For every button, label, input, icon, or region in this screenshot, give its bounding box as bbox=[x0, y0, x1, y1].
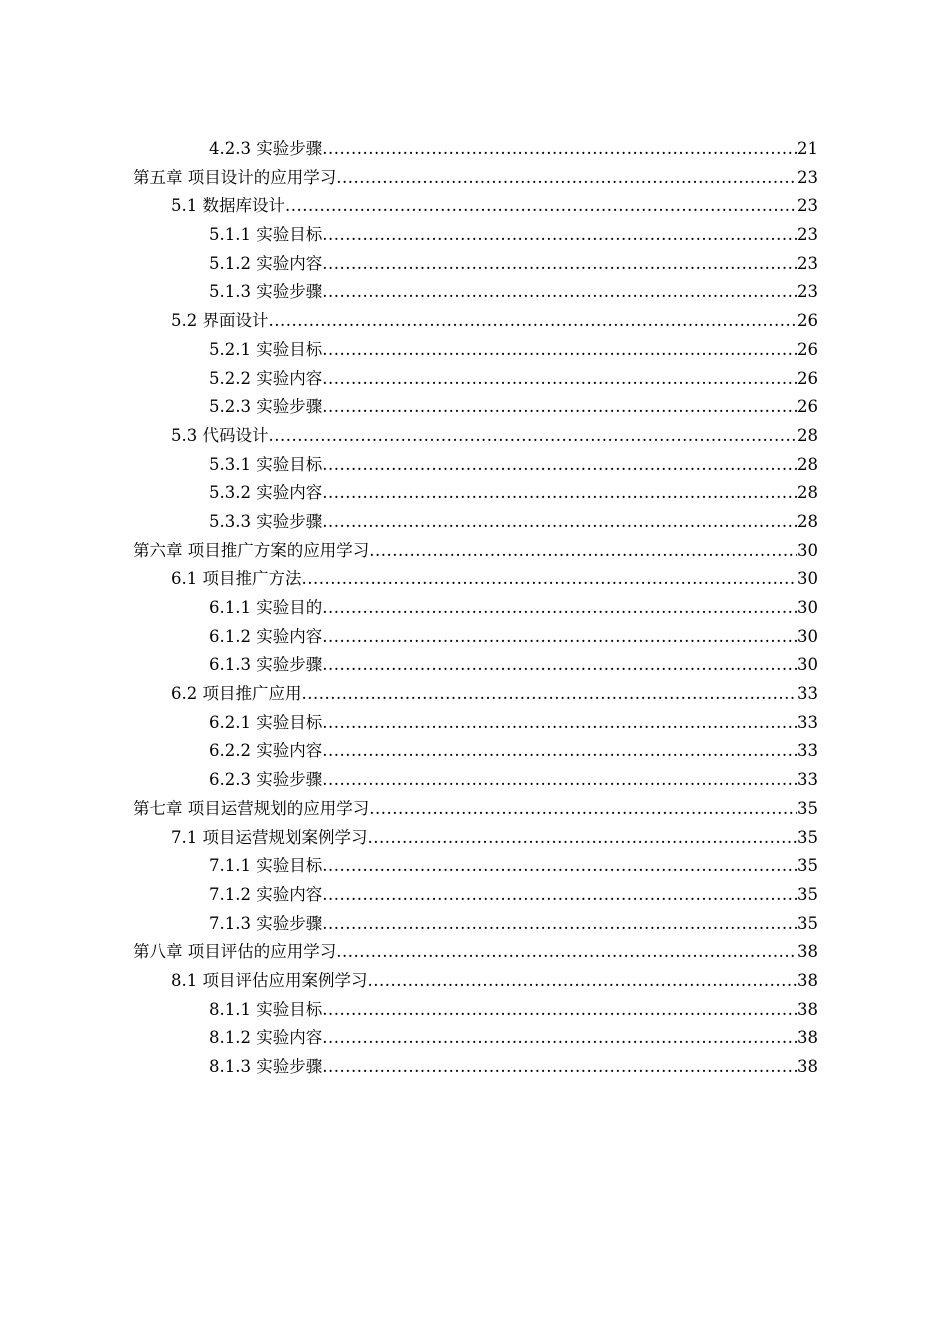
toc-entry-title: 5.1.1 实验目标 bbox=[209, 225, 323, 245]
toc-entry[interactable] bbox=[0, 881, 950, 910]
toc-entry[interactable] bbox=[0, 365, 950, 394]
toc-entry[interactable] bbox=[0, 709, 950, 738]
toc-entry-title: 6.2.3 实验步骤 bbox=[209, 770, 323, 790]
toc-entry-title: 5.2 界面设计 bbox=[171, 311, 269, 331]
dot-leader bbox=[322, 996, 797, 1025]
toc-entry-page-number: 33 bbox=[797, 741, 818, 761]
dot-leader bbox=[368, 824, 798, 853]
toc-entry[interactable] bbox=[0, 565, 950, 594]
dot-leader bbox=[369, 795, 797, 824]
dot-leader bbox=[322, 508, 797, 537]
toc-entry-title: 7.1.2 实验内容 bbox=[209, 884, 323, 904]
toc-entry-page-number: 38 bbox=[797, 970, 818, 990]
toc-entry-page-number: 38 bbox=[797, 1028, 818, 1048]
dot-leader bbox=[336, 938, 797, 967]
toc-entry[interactable] bbox=[0, 221, 950, 250]
toc-entry[interactable] bbox=[0, 393, 950, 422]
dot-leader bbox=[322, 651, 797, 680]
toc-entry[interactable] bbox=[0, 164, 950, 193]
toc-entry[interactable] bbox=[0, 1024, 950, 1053]
toc-entry[interactable] bbox=[0, 1053, 950, 1082]
toc-entry-title: 8.1.2 实验内容 bbox=[209, 1028, 323, 1048]
toc-entry-page-number: 35 bbox=[797, 856, 818, 876]
toc-entry[interactable] bbox=[0, 278, 950, 307]
toc-entry-page-number: 33 bbox=[797, 712, 818, 732]
toc-entry-page-number: 35 bbox=[797, 827, 818, 847]
toc-entry-title: 5.3.1 实验目标 bbox=[209, 454, 323, 474]
toc-entry-title: 5.1.3 实验步骤 bbox=[209, 282, 323, 302]
toc-entry[interactable] bbox=[0, 824, 950, 853]
toc-entry[interactable] bbox=[0, 508, 950, 537]
toc-entry-page-number: 30 bbox=[797, 540, 818, 560]
toc-entry[interactable] bbox=[0, 996, 950, 1025]
toc-entry-page-number: 23 bbox=[797, 253, 818, 273]
toc-entry-page-number: 26 bbox=[797, 311, 818, 331]
toc-entry-page-number: 30 bbox=[797, 569, 818, 589]
dot-leader bbox=[269, 307, 798, 336]
dot-leader bbox=[322, 393, 797, 422]
table-of-contents bbox=[0, 135, 950, 1082]
dot-leader bbox=[269, 422, 798, 451]
dot-leader bbox=[336, 164, 797, 193]
toc-entry-title: 第六章 项目推广方案的应用学习 bbox=[133, 540, 370, 560]
toc-entry[interactable] bbox=[0, 852, 950, 881]
toc-entry[interactable] bbox=[0, 623, 950, 652]
toc-entry-title: 7.1.3 实验步骤 bbox=[209, 913, 323, 933]
toc-entry[interactable] bbox=[0, 250, 950, 279]
toc-entry-page-number: 30 bbox=[797, 598, 818, 617]
dot-leader bbox=[322, 336, 797, 365]
toc-entry[interactable] bbox=[0, 651, 950, 680]
toc-entry-page-number: 28 bbox=[797, 483, 818, 503]
toc-entry-page-number: 35 bbox=[797, 798, 818, 818]
toc-entry-page-number: 33 bbox=[797, 684, 818, 704]
toc-entry-title: 6.2.1 实验目标 bbox=[209, 712, 323, 732]
toc-entry-page-number: 28 bbox=[797, 511, 818, 531]
toc-entry-page-number: 21 bbox=[797, 139, 818, 158]
toc-entry-title: 6.1.2 实验内容 bbox=[209, 626, 323, 646]
dot-leader bbox=[368, 967, 798, 996]
toc-entry-page-number: 23 bbox=[797, 282, 818, 302]
dot-leader bbox=[302, 565, 798, 594]
toc-entry[interactable] bbox=[0, 737, 950, 766]
dot-leader bbox=[322, 451, 797, 480]
toc-entry-page-number: 38 bbox=[797, 1057, 818, 1076]
dot-leader bbox=[322, 1053, 797, 1082]
toc-entry-title: 5.1 数据库设计 bbox=[171, 196, 285, 216]
toc-entry[interactable] bbox=[0, 967, 950, 996]
toc-entry-page-number: 35 bbox=[797, 884, 818, 904]
toc-entry[interactable] bbox=[0, 537, 950, 566]
toc-entry-page-number: 30 bbox=[797, 655, 818, 675]
toc-entry-title: 5.2.1 实验目标 bbox=[209, 339, 323, 359]
toc-entry-title: 第五章 项目设计的应用学习 bbox=[133, 167, 337, 187]
toc-entry-title: 8.1 项目评估应用案例学习 bbox=[171, 970, 368, 990]
toc-entry-title: 6.1 项目推广方法 bbox=[171, 569, 302, 589]
toc-entry[interactable] bbox=[0, 795, 950, 824]
dot-leader bbox=[322, 623, 797, 652]
toc-entry[interactable] bbox=[0, 938, 950, 967]
toc-entry-title: 5.3.2 实验内容 bbox=[209, 483, 323, 503]
toc-entry-title: 7.1 项目运营规划案例学习 bbox=[171, 827, 368, 847]
toc-entry-title: 8.1.1 实验目标 bbox=[209, 999, 323, 1019]
toc-entry-page-number: 26 bbox=[797, 339, 818, 359]
toc-entry-page-number: 23 bbox=[797, 167, 818, 187]
dot-leader bbox=[322, 737, 797, 766]
toc-entry-page-number: 23 bbox=[797, 225, 818, 245]
toc-entry[interactable] bbox=[0, 680, 950, 709]
toc-entry-title: 8.1.3 实验步骤 bbox=[209, 1057, 323, 1076]
toc-entry[interactable] bbox=[0, 336, 950, 365]
dot-leader bbox=[322, 221, 797, 250]
toc-entry-page-number: 26 bbox=[797, 368, 818, 388]
toc-entry-page-number: 23 bbox=[797, 196, 818, 216]
toc-entry-title: 4.2.3 实验步骤 bbox=[209, 139, 323, 158]
dot-leader bbox=[322, 881, 797, 910]
toc-entry[interactable] bbox=[0, 766, 950, 795]
toc-entry-page-number: 38 bbox=[797, 942, 818, 962]
dot-leader bbox=[302, 680, 798, 709]
toc-entry-title: 5.2.2 实验内容 bbox=[209, 368, 323, 388]
toc-entry[interactable] bbox=[0, 135, 950, 164]
dot-leader bbox=[322, 594, 797, 623]
toc-entry-title: 6.2.2 实验内容 bbox=[209, 741, 323, 761]
toc-entry-page-number: 28 bbox=[797, 454, 818, 474]
toc-entry-title: 6.1.3 实验步骤 bbox=[209, 655, 323, 675]
toc-entry-title: 5.2.3 实验步骤 bbox=[209, 397, 323, 417]
dot-leader bbox=[322, 1024, 797, 1053]
toc-entry[interactable] bbox=[0, 910, 950, 939]
toc-entry-title: 第七章 项目运营规划的应用学习 bbox=[133, 798, 370, 818]
toc-entry[interactable] bbox=[0, 307, 950, 336]
dot-leader bbox=[322, 910, 797, 939]
toc-entry-page-number: 28 bbox=[797, 425, 818, 445]
toc-entry-title: 5.3.3 实验步骤 bbox=[209, 511, 323, 531]
dot-leader bbox=[322, 250, 797, 279]
dot-leader bbox=[322, 135, 797, 164]
toc-entry-page-number: 38 bbox=[797, 999, 818, 1019]
toc-entry-title: 7.1.1 实验目标 bbox=[209, 856, 323, 876]
dot-leader bbox=[322, 766, 797, 795]
dot-leader bbox=[322, 479, 797, 508]
toc-entry[interactable] bbox=[0, 479, 950, 508]
toc-entry[interactable] bbox=[0, 594, 950, 623]
toc-entry-title: 5.1.2 实验内容 bbox=[209, 253, 323, 273]
toc-entry-title: 5.3 代码设计 bbox=[171, 425, 269, 445]
toc-entry-page-number: 26 bbox=[797, 397, 818, 417]
toc-entry[interactable] bbox=[0, 422, 950, 451]
toc-entry-page-number: 30 bbox=[797, 626, 818, 646]
dot-leader bbox=[369, 537, 797, 566]
toc-entry-page-number: 35 bbox=[797, 913, 818, 933]
dot-leader bbox=[322, 709, 797, 738]
dot-leader bbox=[322, 365, 797, 394]
dot-leader bbox=[322, 278, 797, 307]
toc-entry-title: 6.2 项目推广应用 bbox=[171, 684, 302, 704]
toc-entry[interactable] bbox=[0, 192, 950, 221]
dot-leader bbox=[285, 192, 797, 221]
toc-entry[interactable] bbox=[0, 451, 950, 480]
toc-entry-title: 6.1.1 实验目的 bbox=[209, 598, 323, 617]
toc-entry-page-number: 33 bbox=[797, 770, 818, 790]
toc-entry-title: 第八章 项目评估的应用学习 bbox=[133, 942, 337, 962]
dot-leader bbox=[322, 852, 797, 881]
